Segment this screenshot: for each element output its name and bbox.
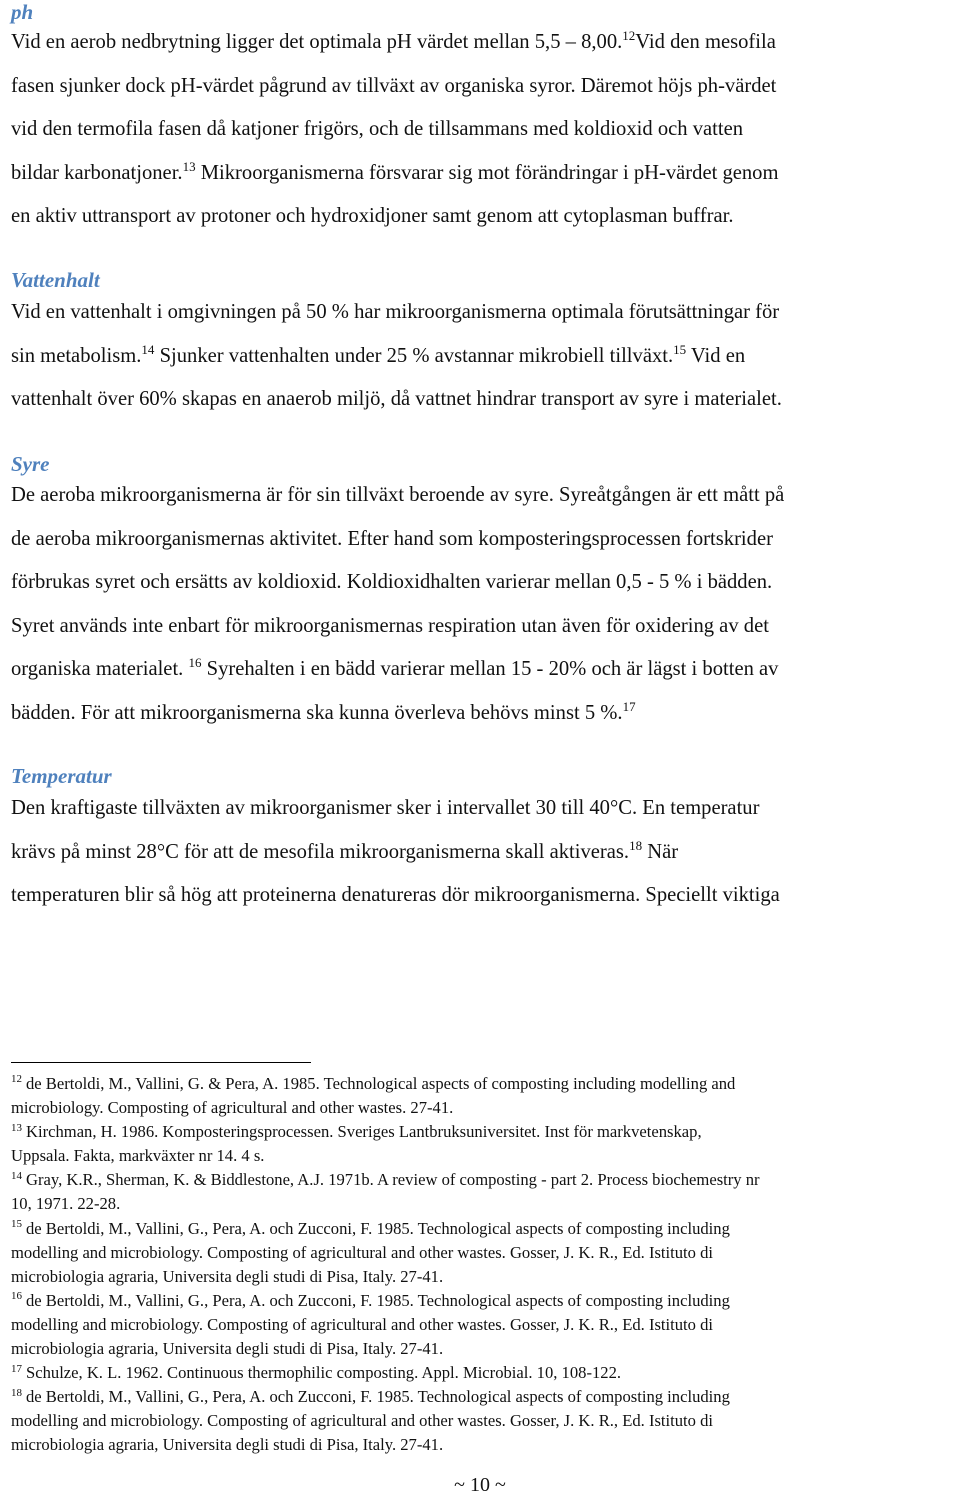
footnote-ref[interactable]: 18 (629, 837, 643, 853)
body-text: bildar karbonatjoner. (11, 161, 183, 184)
footnote-ref[interactable]: 16 (188, 655, 202, 671)
footnote-line (11, 1144, 956, 1168)
footnote-line (11, 1385, 956, 1409)
footnote-text: de Bertoldi, M., Vallini, G., Pera, A. och Zucconi, F. 1985. Technological aspects of composting including (26, 1387, 730, 1407)
body-line (11, 648, 956, 692)
body-line (11, 291, 956, 335)
section-body-ph (11, 21, 956, 239)
section-heading-syre: Syre (11, 452, 50, 476)
body-line (11, 518, 956, 562)
footnotes (11, 1072, 956, 1458)
footnote-ref[interactable]: 15 (673, 341, 687, 357)
body-text: vattenhalt över 60% skapas en anaerob miljö, då vattnet hindrar transport av syre i materialet. (11, 388, 782, 410)
section-heading-vattenhalt: Vattenhalt (11, 268, 100, 292)
footnote-ref[interactable]: 17 (622, 698, 636, 714)
footnote-line (11, 1241, 956, 1265)
body-line (11, 874, 956, 918)
page-number: ~ 10 ~ (454, 1474, 506, 1496)
footnote-text: microbiologia agraria, Universita degli studi di Pisa, Italy. 27-41. (11, 1339, 444, 1359)
footnote-text: Schulze, K. L. 1962. Continuous thermophilic composting. Appl. Microbial. 10, 108-122. (26, 1363, 622, 1383)
footnote-item (11, 1072, 956, 1120)
footnote-number: 14 (11, 1169, 22, 1182)
section-heading-ph: ph (11, 0, 34, 24)
body-line (11, 21, 956, 65)
body-text: temperaturen blir så hög att proteinerna denatureras dör mikroorganismerna. Speciellt viktiga (11, 884, 780, 906)
footnote-text: microbiologia agraria, Universita degli studi di Pisa, Italy. 27-41. (11, 1435, 444, 1455)
footnote-line (11, 1217, 956, 1241)
footnote-item (11, 1168, 956, 1216)
footnote-line (11, 1168, 956, 1192)
footnote-text: microbiologia agraria, Universita degli studi di Pisa, Italy. 27-41. (11, 1266, 444, 1286)
footnote-number: 16 (11, 1290, 22, 1303)
footnote-ref[interactable]: 13 (182, 158, 196, 174)
body-text: organiska materialet. (11, 658, 189, 680)
footnote-text: de Bertoldi, M., Vallini, G. & Pera, A. 1985. Technological aspects of composting including modelling and (26, 1074, 736, 1093)
body-line (11, 108, 956, 152)
footnote-item (11, 1361, 956, 1385)
body-text: Vid en vattenhalt i omgivningen på 50 % har mikroorganismerna optimala förutsättningar för (11, 301, 780, 323)
body-line (11, 335, 956, 379)
body-text: När (642, 840, 679, 863)
body-line (11, 831, 956, 875)
body-line (11, 692, 956, 736)
footnote-number: 18 (11, 1386, 22, 1399)
footnote-item (11, 1120, 956, 1168)
body-text: Mikroorganismerna försvarar sig mot förändringar i pH-värdet genom (195, 161, 779, 184)
body-text: en aktiv uttransport av protoner och hydroxidjoner samt genom att cytoplasman buffrar. (11, 205, 734, 227)
body-text: Syret används inte enbart för mikroorganismernas respiration utan även för oxidering av det (11, 614, 769, 637)
footnote-text: microbiology. Composting of agricultural and other wastes. 27-41. (11, 1098, 454, 1118)
body-line (11, 787, 956, 831)
footnote-line (11, 1313, 956, 1337)
footnote-line (11, 1096, 956, 1120)
body-text: bädden. För att mikroorganismerna ska kunna överleva behövs minst 5 %. (11, 701, 623, 724)
body-text: Vid en aerob nedbrytning ligger det optimala pH värdet mellan 5,5 – 8,00. (11, 31, 623, 53)
body-text: fasen sjunker dock pH-värdet pågrund av tillväxt av organiska syror. Däremot höjs ph-värdet (11, 74, 777, 97)
body-text: Vid en (686, 344, 746, 367)
footnote-text: modelling and microbiology. Composting of agricultural and other wastes. Gosser, J. K. R., Ed. Istituto di (11, 1242, 714, 1262)
section-body-syre (11, 474, 956, 735)
body-text: Den kraftigaste tillväxten av mikroorganismer sker i intervallet 30 till 40°C. En temperatur (11, 797, 760, 819)
footnote-text: Kirchman, H. 1986. Komposteringsprocessen. Sveriges Lantbruksuniversitet. Inst för markvetenskap, (26, 1122, 702, 1142)
footnote-text: 10, 1971. 22-28. (11, 1194, 121, 1214)
footnote-number: 15 (11, 1218, 22, 1231)
body-text: sin metabolism. (11, 344, 142, 367)
body-text: de aeroba mikroorganismernas aktivitet. Efter hand som komposteringsprocessen fortskrider (11, 527, 773, 550)
body-line (11, 65, 956, 109)
body-line (11, 561, 956, 605)
footnote-number: 12 (11, 1073, 22, 1086)
footnote-text: modelling and microbiology. Composting of agricultural and other wastes. Gosser, J. K. R., Ed. Istituto di (11, 1314, 714, 1334)
body-line (11, 152, 956, 196)
footnote-text: Uppsala. Fakta, markväxter nr 14. 4 s. (11, 1146, 265, 1166)
body-line (11, 195, 956, 239)
footnote-line (11, 1289, 956, 1313)
section-body-vattenhalt (11, 291, 956, 422)
body-text: vid den termofila fasen då katjoner frigörs, och de tillsammans med koldioxid och vatten (11, 118, 744, 140)
footnote-line (11, 1265, 956, 1289)
section-heading-temperatur: Temperatur (11, 764, 112, 788)
footnote-number: 13 (11, 1121, 22, 1134)
footnote-line (11, 1192, 956, 1216)
body-text: förbrukas syret och ersätts av koldioxid. Koldioxidhalten varierar mellan 0,5 - 5 % i bädden. (11, 571, 773, 593)
footnote-line (11, 1433, 956, 1457)
body-text: Sjunker vattenhalten under 25 % avstannar mikrobiell tillväxt. (154, 344, 674, 367)
footnote-number: 17 (11, 1362, 22, 1375)
footnote-text: Gray, K.R., Sherman, K. & Biddlestone, A.J. 1971b. A review of composting - part 2. Process biochemestry nr (26, 1170, 760, 1190)
footnote-separator (11, 1062, 311, 1063)
footnote-text: de Bertoldi, M., Vallini, G., Pera, A. och Zucconi, F. 1985. Technological aspects of composting including (26, 1218, 730, 1238)
footnote-line (11, 1337, 956, 1361)
body-line (11, 378, 956, 422)
body-line (11, 605, 956, 649)
footnote-text: de Bertoldi, M., Vallini, G., Pera, A. och Zucconi, F. 1985. Technological aspects of composting including (26, 1290, 730, 1310)
body-line (11, 474, 956, 518)
footnote-line (11, 1409, 956, 1433)
footnote-item (11, 1385, 956, 1457)
footnote-line (11, 1120, 956, 1144)
footnote-ref[interactable]: 14 (141, 341, 155, 357)
section-body-temperatur (11, 787, 956, 918)
body-text: krävs på minst 28°C för att de mesofila mikroorganismerna skall aktiveras. (11, 840, 630, 863)
footnote-line (11, 1361, 956, 1385)
footnote-text: modelling and microbiology. Composting of agricultural and other wastes. Gosser, J. K. R., Ed. Istituto di (11, 1411, 714, 1431)
body-text: Syrehalten i en bädd varierar mellan 15 - 20% och är lägst i botten av (201, 658, 779, 680)
body-text: De aeroba mikroorganismerna är för sin tillväxt beroende av syre. Syreåtgången är ett mått på (11, 484, 785, 506)
footnote-line (11, 1072, 956, 1096)
body-text: Vid den mesofila (635, 31, 776, 53)
footnote-item (11, 1289, 956, 1361)
footnote-ref[interactable]: 12 (622, 28, 636, 44)
footnote-item (11, 1217, 956, 1289)
